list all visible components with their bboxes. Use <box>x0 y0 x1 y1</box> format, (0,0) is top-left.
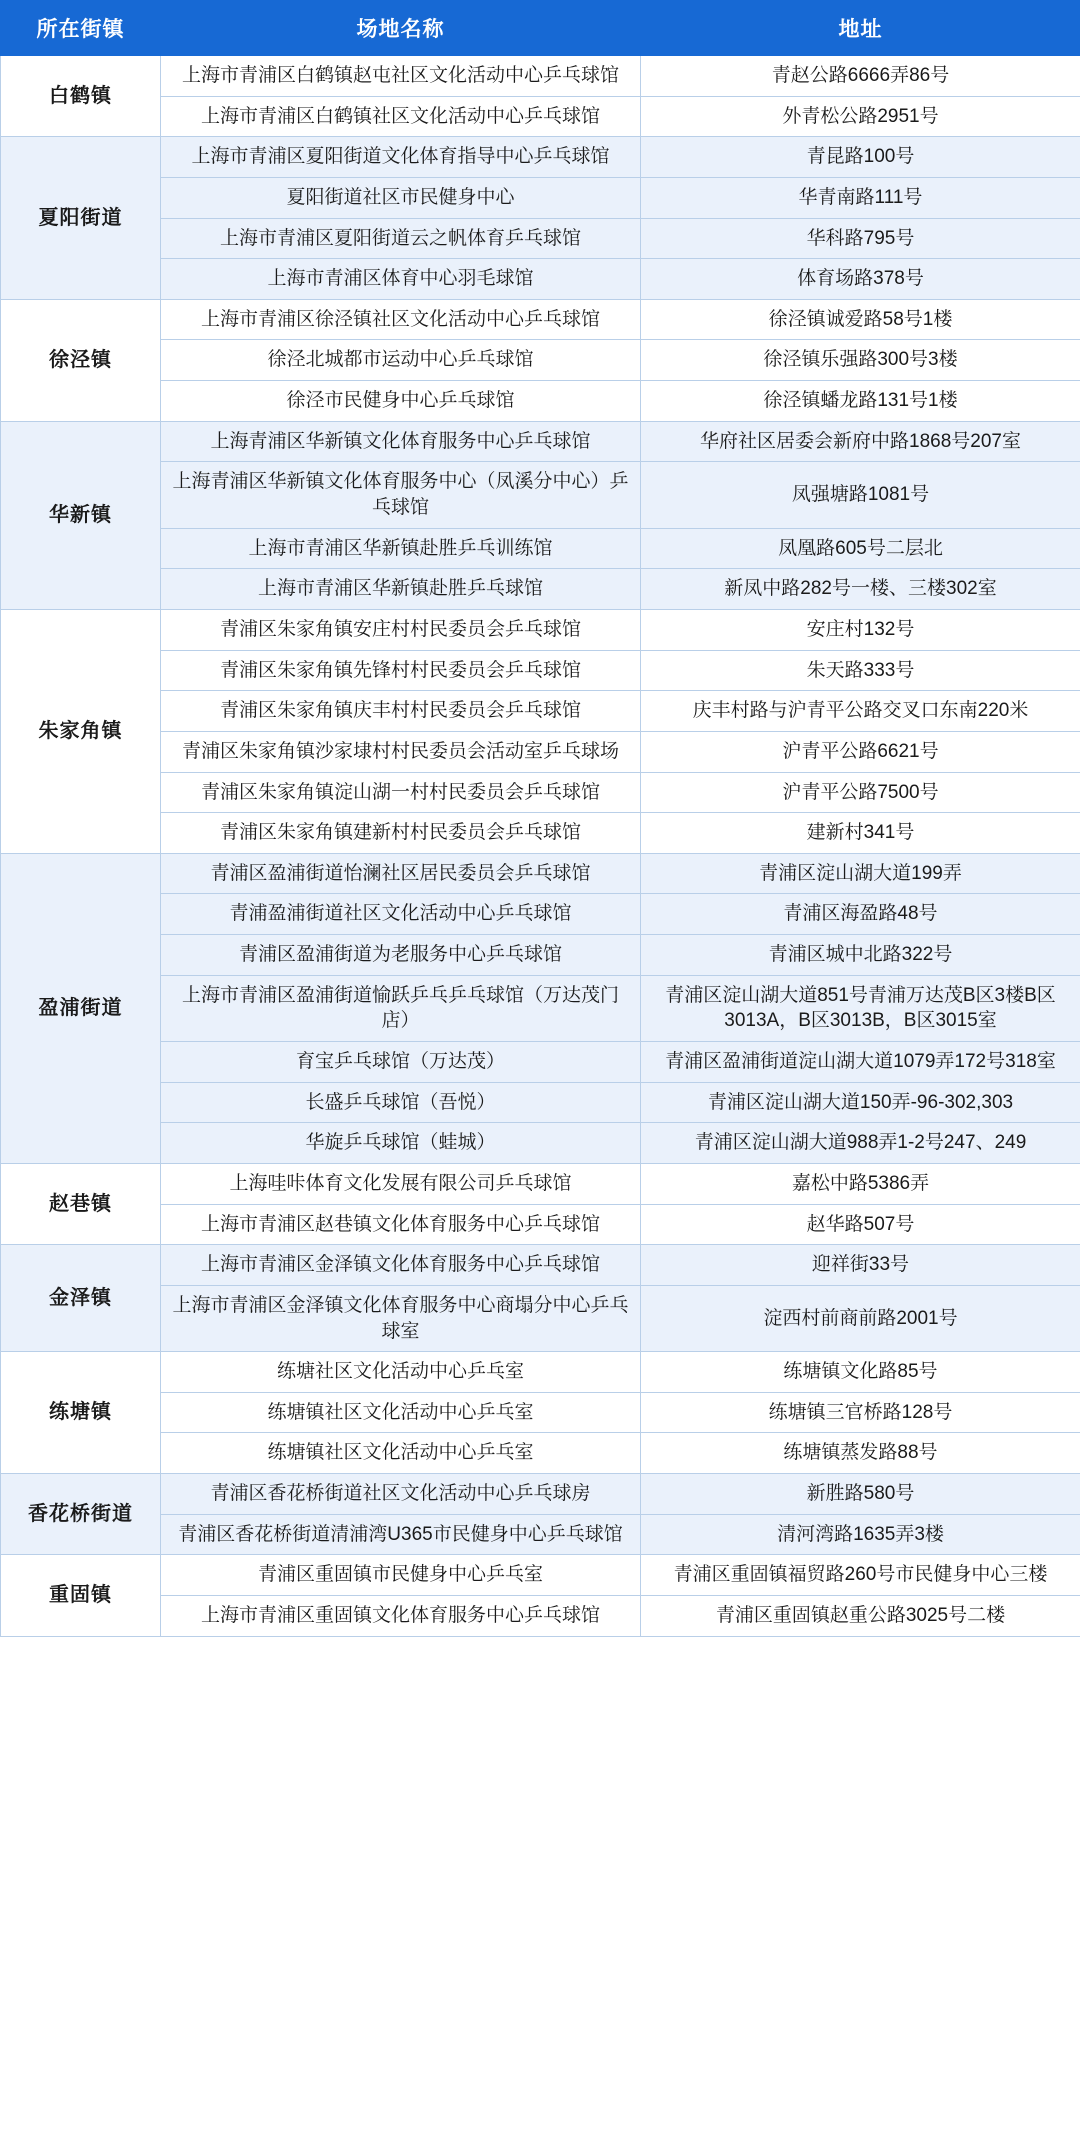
table-header-row <box>1 1 1080 56</box>
table-row <box>1 1245 1080 1286</box>
table-row <box>1 421 1080 462</box>
address-cell: 外青松公路2951号 <box>641 96 1080 137</box>
table-row <box>1 853 1080 894</box>
venue-name-cell: 上海市青浦区体育中心羽毛球馆 <box>161 259 641 300</box>
town-cell: 朱家角镇 <box>1 609 161 853</box>
table-row <box>1 731 1080 772</box>
address-cell: 华青南路111号 <box>641 177 1080 218</box>
venue-name-cell: 上海市青浦区金泽镇文化体育服务中心乒乓球馆 <box>161 1245 641 1286</box>
venue-name-cell: 上海市青浦区盈浦街道愉跃乒乓乒乓球馆（万达茂门店） <box>161 975 641 1041</box>
address-cell: 新胜路580号 <box>641 1474 1080 1515</box>
address-cell: 青浦区盈浦街道淀山湖大道1079弄172号318室 <box>641 1042 1080 1083</box>
address-cell: 青浦区淀山湖大道988弄1-2号247、249 <box>641 1123 1080 1164</box>
table-row <box>1 1204 1080 1245</box>
address-cell: 庆丰村路与沪青平公路交叉口东南220米 <box>641 691 1080 732</box>
table-row <box>1 975 1080 1041</box>
town-cell: 白鹤镇 <box>1 56 161 137</box>
address-cell: 清河湾路1635弄3楼 <box>641 1514 1080 1555</box>
table-row <box>1 569 1080 610</box>
venue-name-cell: 徐泾市民健身中心乒乓球馆 <box>161 381 641 422</box>
address-cell: 沪青平公路7500号 <box>641 772 1080 813</box>
venue-name-cell: 上海青浦区华新镇文化体育服务中心（凤溪分中心）乒乓球馆 <box>161 462 641 528</box>
venue-name-cell: 徐泾北城都市运动中心乒乓球馆 <box>161 340 641 381</box>
address-cell: 凤强塘路1081号 <box>641 462 1080 528</box>
venue-name-cell: 上海市青浦区金泽镇文化体育服务中心商塌分中心乒乓球室 <box>161 1285 641 1351</box>
venue-name-cell: 青浦区朱家角镇建新村村民委员会乒乓球馆 <box>161 813 641 854</box>
venue-name-cell: 青浦区重固镇市民健身中心乒乓室 <box>161 1555 641 1596</box>
venue-name-cell: 夏阳街道社区市民健身中心 <box>161 177 641 218</box>
table-row <box>1 1352 1080 1393</box>
venue-name-cell: 上海哇咔体育文化发展有限公司乒乓球馆 <box>161 1163 641 1204</box>
venue-name-cell: 上海市青浦区赵巷镇文化体育服务中心乒乓球馆 <box>161 1204 641 1245</box>
address-cell: 淀西村前商前路2001号 <box>641 1285 1080 1351</box>
address-cell: 华科路795号 <box>641 218 1080 259</box>
town-cell: 香花桥街道 <box>1 1474 161 1555</box>
address-cell: 青浦区海盈路48号 <box>641 894 1080 935</box>
table-row <box>1 1555 1080 1596</box>
table-row <box>1 1082 1080 1123</box>
table-row <box>1 894 1080 935</box>
table-row <box>1 813 1080 854</box>
table-row <box>1 1042 1080 1083</box>
venue-name-cell: 华旋乒乓球馆（蛙城） <box>161 1123 641 1164</box>
table-row <box>1 340 1080 381</box>
address-cell: 华府社区居委会新府中路1868号207室 <box>641 421 1080 462</box>
table-row <box>1 609 1080 650</box>
address-cell: 徐泾镇蟠龙路131号1楼 <box>641 381 1080 422</box>
table-row <box>1 1474 1080 1515</box>
venue-name-cell: 育宝乒乓球馆（万达茂） <box>161 1042 641 1083</box>
address-cell: 建新村341号 <box>641 813 1080 854</box>
town-cell: 重固镇 <box>1 1555 161 1636</box>
address-cell: 体育场路378号 <box>641 259 1080 300</box>
address-cell: 练塘镇三官桥路128号 <box>641 1392 1080 1433</box>
table-row <box>1 462 1080 528</box>
venue-name-cell: 青浦区盈浦街道为老服务中心乒乓球馆 <box>161 935 641 976</box>
venue-name-cell: 上海青浦区华新镇文化体育服务中心乒乓球馆 <box>161 421 641 462</box>
venue-name-cell: 练塘镇社区文化活动中心乒乓室 <box>161 1392 641 1433</box>
town-cell: 练塘镇 <box>1 1352 161 1474</box>
address-cell: 青浦区淀山湖大道199弄 <box>641 853 1080 894</box>
table-row <box>1 1163 1080 1204</box>
table-body <box>1 56 1080 1637</box>
address-cell: 徐泾镇诚爱路58号1楼 <box>641 299 1080 340</box>
table-row <box>1 299 1080 340</box>
venue-name-cell: 上海市青浦区夏阳街道文化体育指导中心乒乓球馆 <box>161 137 641 178</box>
table-row <box>1 1392 1080 1433</box>
table-row <box>1 1123 1080 1164</box>
address-cell: 朱天路333号 <box>641 650 1080 691</box>
venue-name-cell: 上海市青浦区夏阳街道云之帆体育乒乓球馆 <box>161 218 641 259</box>
address-cell: 安庄村132号 <box>641 609 1080 650</box>
address-cell: 凤凰路605号二层北 <box>641 528 1080 569</box>
venue-name-cell: 青浦区香花桥街道社区文化活动中心乒乓球房 <box>161 1474 641 1515</box>
address-cell: 青赵公路6666弄86号 <box>641 56 1080 97</box>
address-cell: 徐泾镇乐强路300号3楼 <box>641 340 1080 381</box>
table-row <box>1 96 1080 137</box>
venue-name-cell: 青浦区朱家角镇淀山湖一村村民委员会乒乓球馆 <box>161 772 641 813</box>
address-cell: 迎祥街33号 <box>641 1245 1080 1286</box>
venue-name-cell: 青浦区朱家角镇庆丰村村民委员会乒乓球馆 <box>161 691 641 732</box>
venue-name-cell: 青浦区朱家角镇沙家埭村村民委员会活动室乒乓球场 <box>161 731 641 772</box>
address-cell: 练塘镇文化路85号 <box>641 1352 1080 1393</box>
table-row <box>1 935 1080 976</box>
venue-name-cell: 青浦盈浦街道社区文化活动中心乒乓球馆 <box>161 894 641 935</box>
table-row <box>1 691 1080 732</box>
address-cell: 青昆路100号 <box>641 137 1080 178</box>
address-cell: 赵华路507号 <box>641 1204 1080 1245</box>
venue-name-cell: 练塘镇社区文化活动中心乒乓室 <box>161 1433 641 1474</box>
table-row <box>1 259 1080 300</box>
table-row <box>1 177 1080 218</box>
table-row <box>1 218 1080 259</box>
address-cell: 练塘镇蒸发路88号 <box>641 1433 1080 1474</box>
table-row <box>1 650 1080 691</box>
column-header-address: 地址 <box>641 1 1080 56</box>
column-header-town: 所在街镇 <box>1 1 161 56</box>
venue-name-cell: 青浦区香花桥街道清浦湾U365市民健身中心乒乓球馆 <box>161 1514 641 1555</box>
venue-name-cell: 上海市青浦区重固镇文化体育服务中心乒乓球馆 <box>161 1595 641 1636</box>
table-row <box>1 56 1080 97</box>
venue-name-cell: 青浦区朱家角镇安庄村村民委员会乒乓球馆 <box>161 609 641 650</box>
address-cell: 青浦区淀山湖大道150弄-96-302,303 <box>641 1082 1080 1123</box>
town-cell: 徐泾镇 <box>1 299 161 421</box>
town-cell: 夏阳街道 <box>1 137 161 300</box>
venue-name-cell: 上海市青浦区华新镇赴胜乒乓球馆 <box>161 569 641 610</box>
table-row <box>1 528 1080 569</box>
address-cell: 青浦区淀山湖大道851号青浦万达茂B区3楼B区3013A，B区3013B，B区3015室 <box>641 975 1080 1041</box>
town-cell: 金泽镇 <box>1 1245 161 1352</box>
table-row <box>1 1433 1080 1474</box>
address-cell: 沪青平公路6621号 <box>641 731 1080 772</box>
venue-name-cell: 上海市青浦区白鹤镇社区文化活动中心乒乓球馆 <box>161 96 641 137</box>
address-cell: 青浦区重固镇福贸路260号市民健身中心三楼 <box>641 1555 1080 1596</box>
table-row <box>1 772 1080 813</box>
table-header <box>1 1 1080 56</box>
address-cell: 新凤中路282号一楼、三楼302室 <box>641 569 1080 610</box>
column-header-venue-name: 场地名称 <box>161 1 641 56</box>
table-row <box>1 1595 1080 1636</box>
town-cell: 赵巷镇 <box>1 1163 161 1244</box>
table-row <box>1 381 1080 422</box>
venue-name-cell: 上海市青浦区白鹤镇赵屯社区文化活动中心乒乓球馆 <box>161 56 641 97</box>
town-cell: 盈浦街道 <box>1 853 161 1163</box>
table-row <box>1 1514 1080 1555</box>
venue-name-cell: 上海市青浦区徐泾镇社区文化活动中心乒乓球馆 <box>161 299 641 340</box>
town-cell: 华新镇 <box>1 421 161 609</box>
address-cell: 嘉松中路5386弄 <box>641 1163 1080 1204</box>
venue-name-cell: 青浦区盈浦街道怡澜社区居民委员会乒乓球馆 <box>161 853 641 894</box>
venue-name-cell: 上海市青浦区华新镇赴胜乒乓训练馆 <box>161 528 641 569</box>
address-cell: 青浦区重固镇赵重公路3025号二楼 <box>641 1595 1080 1636</box>
table-row <box>1 137 1080 178</box>
venue-name-cell: 练塘社区文化活动中心乒乓室 <box>161 1352 641 1393</box>
table-row <box>1 1285 1080 1351</box>
address-cell: 青浦区城中北路322号 <box>641 935 1080 976</box>
venue-name-cell: 青浦区朱家角镇先锋村村民委员会乒乓球馆 <box>161 650 641 691</box>
venue-name-cell: 长盛乒乓球馆（吾悦） <box>161 1082 641 1123</box>
